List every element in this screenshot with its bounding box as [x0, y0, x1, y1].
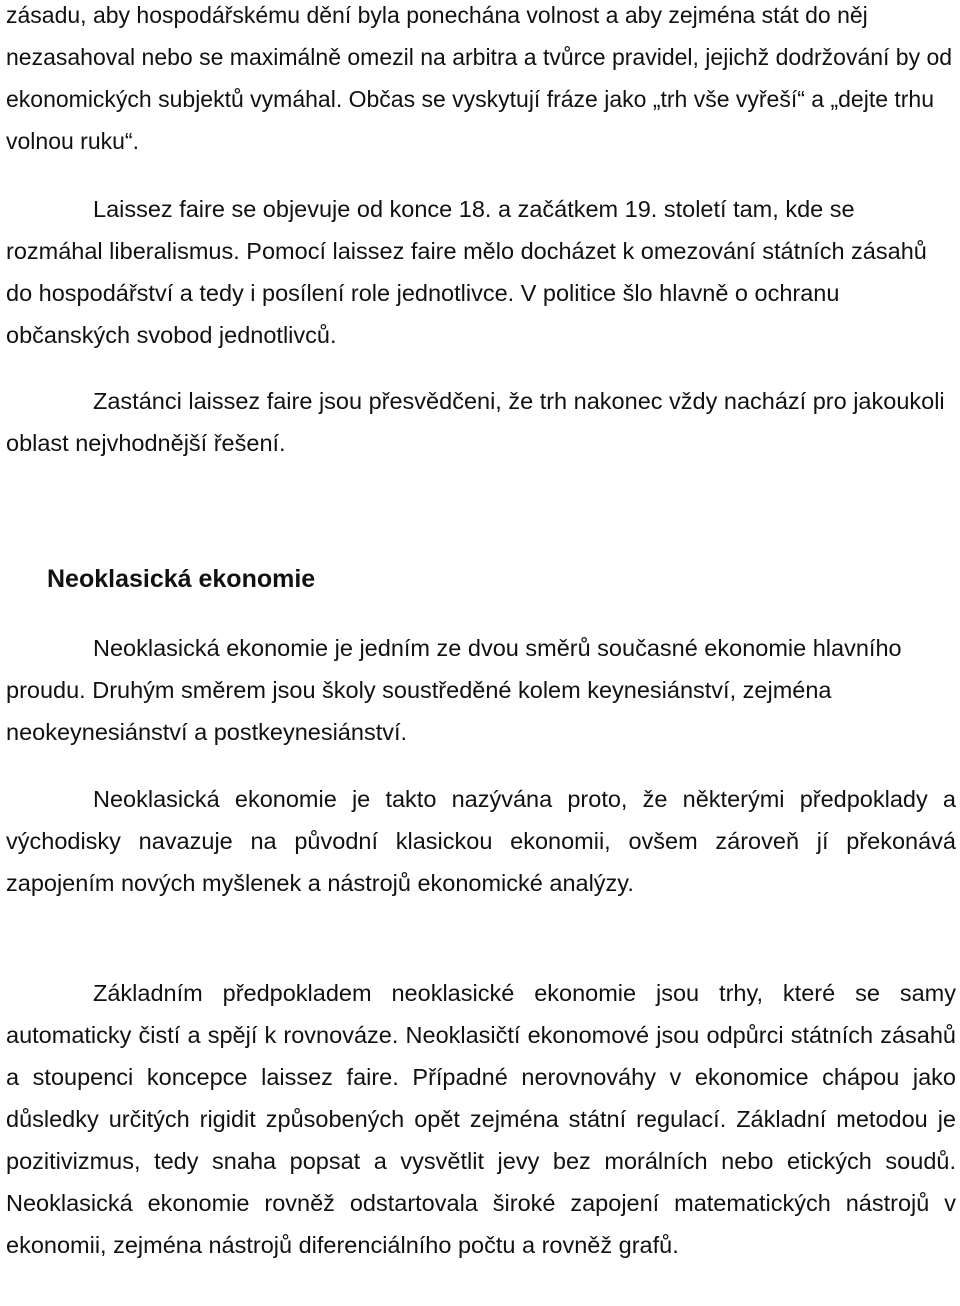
paragraph-neoclassical-definition: Neoklasická ekonomie je jedním ze dvou směrů současné ekonomie hlavního proudu. Druhým směrem jsou školy soustředěné kolem keynesiánství, zejména neokeynesiánství a postkeynesiánství. [6, 635, 902, 745]
paragraph-neoclassical-name: Neoklasická ekonomie je takto nazývána proto, že některými předpoklady a východisky navazuje na původní klasickou ekonomii, ovšem zároveň jí překonává zapojením nových myšlenek a nástrojů ekonomické analýzy. [6, 786, 956, 896]
paragraph-laissez-faire-intro: zásadu, aby hospodářskému dění byla ponechána volnost a aby zejména stát do něj nezasahoval nebo se maximálně omezil na arbitra a tvůrce pravidel, jejichž dodržování by od ekonomických subjektů vymáhal. Občas se vyskytují fráze jako „trh vše vyřeší“ a „dejte trhu volnou ruku“. [6, 2, 953, 154]
paragraph-neoclassical-assumptions: Základním předpokladem neoklasické ekonomie jsou trhy, které se samy automaticky čistí a spějí k rovnováze. Neoklasičtí ekonomové jsou odpůrci státních zásahů a stoupenci koncepce laissez faire. Případné nerovnováhy v ekonomice chápou jako důsledky určitých rigidit způsobených opět zejména státní regulací. Základní metodou je pozitivizmus, tedy snaha popsat a vysvětlit jevy bez morálních nebo etických soudů. Neoklasická ekonomie rovněž odstartovala široké zapojení matematických nástrojů v ekonomii, zejména nástrojů diferenciálního počtu a rovněž grafů. [6, 980, 956, 1258]
paragraph-laissez-faire-origin: Laissez faire se objevuje od konce 18. a začátkem 19. století tam, kde se rozmáhal liberalismus. Pomocí laissez faire mělo docházet k omezování státních zásahů do hospodářství a tedy i posílení role jednotlivce. V politice šlo hlavně o ochranu občanských svobod jednotlivců. [6, 196, 927, 348]
paragraph-laissez-faire-supporters: Zastánci laissez faire jsou přesvědčeni, že trh nakonec vždy nachází pro jakoukoli oblast nejvhodnější řešení. [6, 388, 945, 456]
section-heading: Neoklasická ekonomie [47, 565, 316, 593]
